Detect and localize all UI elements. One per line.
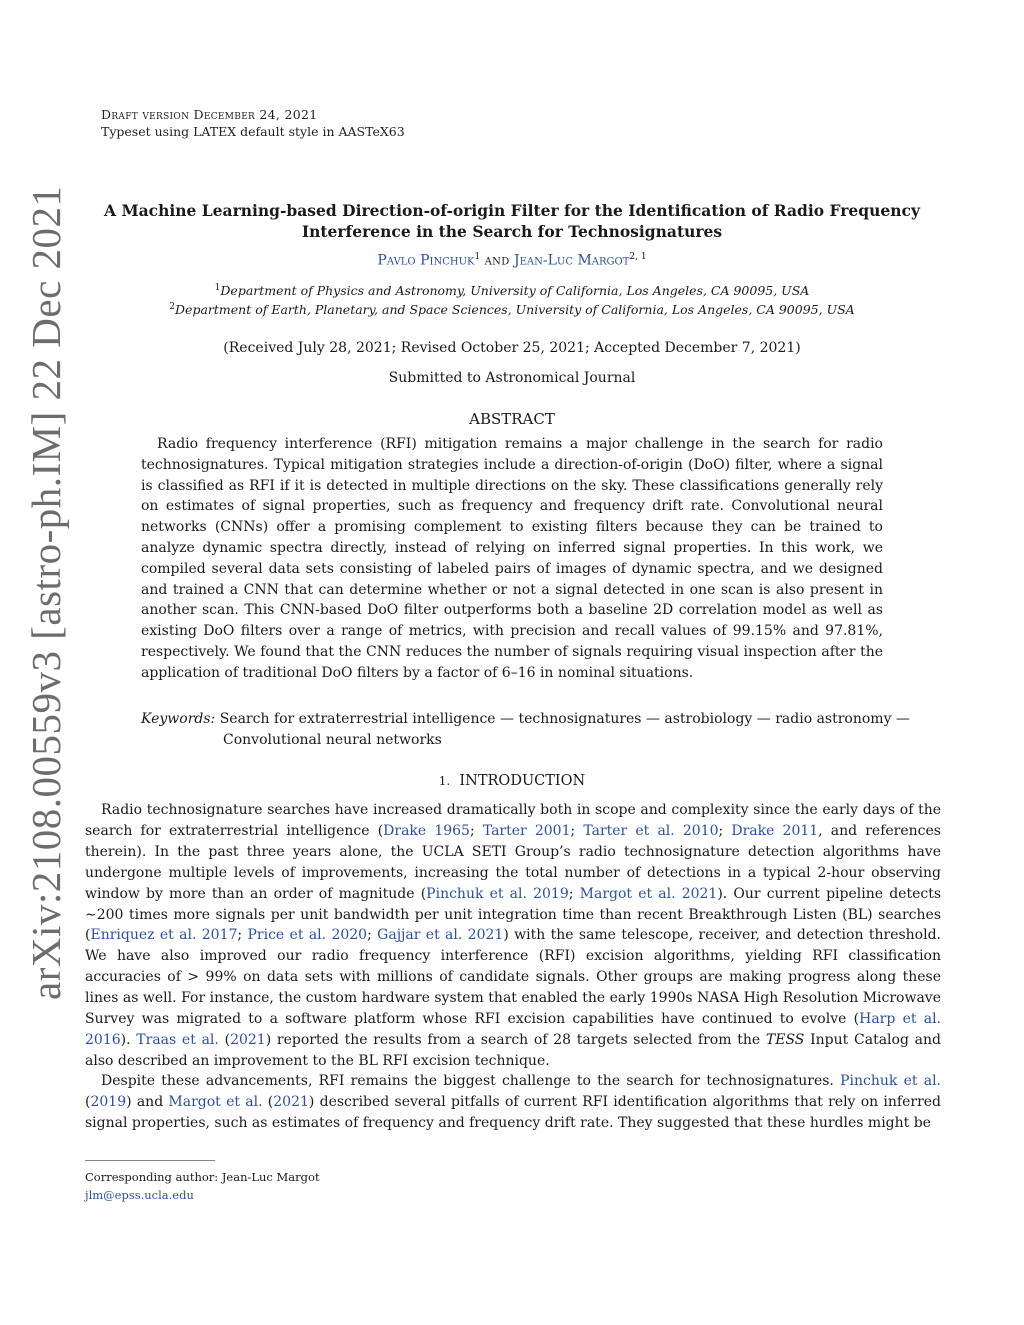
text-run: ) and — [126, 1093, 169, 1110]
author-conjunction: and — [484, 252, 510, 269]
citation-link[interactable]: Drake 1965 — [383, 822, 470, 839]
title-line-2: Interference in the Search for Technosignatures — [301, 222, 723, 241]
text-run: ). — [120, 1031, 137, 1048]
affiliation-1 — [60, 283, 964, 298]
affiliation-2-sup: 2 — [169, 302, 176, 312]
submitted-line: Submitted to Astronomical Journal — [388, 370, 636, 386]
text-run: Despite these advancements, RFI remains the biggest challenge to the search for technosignatures. — [101, 1073, 841, 1089]
citation-link[interactable]: Tarter et al. 2010 — [583, 822, 719, 839]
citation-link[interactable]: Margot et al. 2021 — [579, 885, 718, 902]
text-run: ). Our current pipeline detects ∼200 times more signals per unit bandwidth per unit integration time than recent Breakthrough Listen (BL) searches ( — [85, 885, 942, 944]
text-run: ; — [237, 927, 248, 944]
citation-link[interactable]: Price et al. 2020 — [247, 927, 368, 944]
intro-paragraph-2 — [85, 1071, 941, 1134]
keywords — [141, 709, 965, 751]
citation-link[interactable]: Pinchuk et al. 2019 — [426, 885, 569, 902]
keywords-text: Search for extraterrestrial intelligence — technosignatures — astrobiology — radio astronomy — Convolutional neural networks — [219, 711, 910, 748]
author1-affil-sup: 1 — [474, 252, 481, 262]
citation-link[interactable]: 2021 — [230, 1031, 266, 1048]
email-link[interactable]: jlm@epss.ucla.edu — [85, 1188, 194, 1202]
text-run: ; — [469, 822, 483, 839]
arxiv-identifier: arXiv:2108.00559v3 [astro-ph.IM] 22 Dec 2021 — [23, 185, 69, 1000]
author-link-margot[interactable]: Jean-Luc Margot — [514, 252, 630, 269]
text-run: Input Catalog and also described an improvement to the BL RFI excision technique. — [85, 1031, 941, 1069]
citation-link[interactable]: Margot et al. — [168, 1093, 263, 1110]
abstract-text: Radio frequency interference (RFI) mitigation remains a major challenge in the search for radio technosignatures. Typical mitigation strategies include a direction-of-origin (DoO) filter, where a signal is classified as RFI if it is detected in multiple directions on the sky. These classifications generally rely on estimates of signal properties, such as frequency and frequency drift rate. Convolutional neural networks (CNNs) offer a promising complement to existing filters because they can be trained to analyze dynamic spectra directly, instead of relying on inferred signal properties. In this work, we compiled several data sets consisting of labeled pairs of images of dynamic spectra, and we designed and trained a CNN that can determine whether or not a signal detected in one scan is also present in another scan. This CNN-based DoO filter outperforms both a baseline 2D correlation model as well as existing DoO filters over a range of metrics, with precision and recall values of 99.15% and 97.81%, respectively. We found that the CNN reduces the number of signals requiring visual inspection after the application of traditional DoO filters by a factor of 6–16 in nominal situations. — [141, 436, 883, 681]
text-run: Radio technosignature searches have increased dramatically both in scope and complexity since the early days of the search for extraterrestrial intelligence ( — [85, 802, 941, 839]
title-line-1: A Machine Learning-based Direction-of-origin Filter for the Identification of Radio Frequency — [104, 201, 920, 220]
tess-italic: TESS — [765, 1031, 805, 1048]
text-run: ( — [85, 1093, 91, 1110]
citation-link[interactable]: 2019 — [90, 1093, 127, 1110]
citation-link[interactable]: Gajjar et al. 2021 — [377, 927, 504, 944]
author2-affil-sup: 2, 1 — [629, 252, 647, 262]
text-run: , and references therein). In the past three years alone, the UCLA SETI Group’s radio technosignature detection algorithms have undergone multiple levels of improvements, increasing the total number of detections in a typical 2-hour observing window by more than an order of magnitude ( — [85, 822, 941, 902]
text-run: ; — [367, 927, 378, 944]
author-list — [60, 252, 964, 269]
text-run: ( — [218, 1031, 231, 1048]
typeset-line: Typeset using LATEX default style in AASTeX63 — [101, 124, 405, 139]
affiliation-2 — [60, 302, 964, 317]
text-run: ; — [718, 822, 732, 839]
text-run: ) described several pitfalls of current RFI identification algorithms that rely on inferred signal properties, such as estimates of frequency and frequency drift rate. They suggested that these hurdles might be — [85, 1093, 942, 1131]
citation-link[interactable]: Enriquez et al. 2017 — [90, 927, 238, 944]
corresponding-author: Corresponding author: Jean-Luc Margot — [85, 1170, 320, 1184]
citation-link[interactable]: 2021 — [273, 1093, 309, 1110]
section-title: INTRODUCTION — [459, 773, 586, 789]
abstract-heading: ABSTRACT — [469, 410, 555, 428]
text-run: ) with the same telescope, receiver, and detection threshold. We have also improved our radio frequency interference (RFI) excision algorithms, yielding RFI classification accuracies of > 99% on data sets with millions of candidate signals. Other groups are making progress along these lines as well. For instance, the custom hardware system that enabled the early 1990s NASA High Resolution Microwave Survey was migrated to a software platform whose RFI excision capabilities have continued to evolve ( — [85, 927, 941, 1028]
citation-link[interactable]: Traas et al. — [136, 1031, 219, 1048]
text-run: ; — [570, 822, 584, 839]
footnote-rule — [85, 1160, 215, 1161]
text-run: ( — [262, 1093, 274, 1110]
citation-link[interactable]: Harp et al. 2016 — [85, 1011, 941, 1048]
citation-link[interactable]: Drake 2011 — [731, 822, 819, 839]
text-run: ; — [568, 885, 580, 902]
paper-title — [60, 200, 964, 242]
intro-paragraph-1 — [85, 800, 941, 1072]
page-header — [101, 106, 405, 140]
section-heading-introduction — [60, 773, 964, 789]
text-run: ) reported the results from a search of 28 targets selected from the — [265, 1031, 766, 1048]
citation-link[interactable]: Tarter 2001 — [482, 822, 571, 839]
keywords-label: Keywords: — [141, 711, 216, 727]
draft-version: Draft version December 24, 2021 — [101, 107, 318, 122]
citation-link[interactable]: Pinchuk et al. — [840, 1073, 942, 1089]
footnote — [85, 1168, 320, 1204]
affiliation-1-sup: 1 — [214, 283, 221, 293]
affiliation-2-text: Department of Earth, Planetary, and Space Sciences, University of California, Los Angeles, CA 90095, USA — [175, 302, 855, 318]
received-dates: (Received July 28, 2021; Revised October 25, 2021; Accepted December 7, 2021) — [223, 340, 801, 356]
affiliation-1-text: Department of Physics and Astronomy, University of California, Los Angeles, CA 90095, USA — [220, 283, 810, 299]
author-link-pinchuk[interactable]: Pavlo Pinchuk — [377, 252, 475, 269]
section-number: 1. — [438, 774, 451, 788]
